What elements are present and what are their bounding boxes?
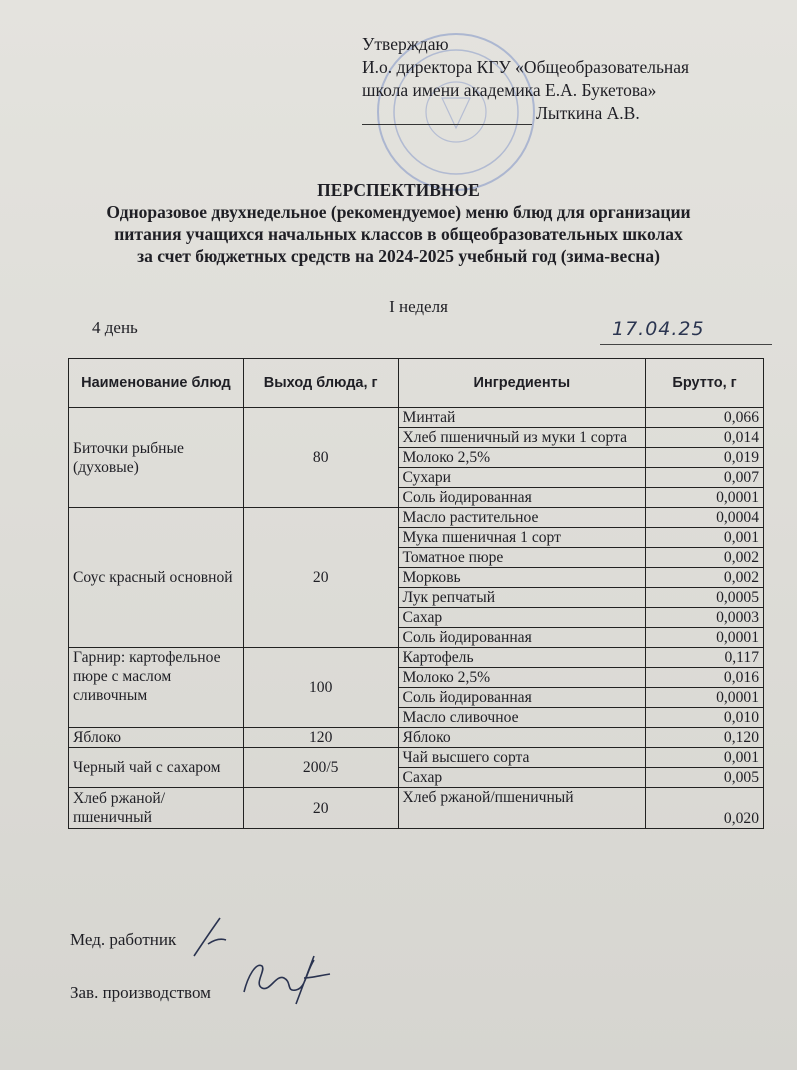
ingredient-gross: 0,120 bbox=[646, 728, 764, 748]
production-head-signature bbox=[236, 952, 336, 1008]
ingredient-name: Яблоко bbox=[398, 728, 646, 748]
dish-output: 120 bbox=[243, 728, 398, 748]
ingredient-name: Мука пшеничная 1 сорт bbox=[398, 528, 646, 548]
ingredient-gross: 0,002 bbox=[646, 548, 764, 568]
ingredient-name: Хлеб ржаной/пшеничный bbox=[398, 788, 646, 829]
day-label: 4 день bbox=[92, 318, 138, 337]
ingredient-name: Чай высшего сорта bbox=[398, 748, 646, 768]
dish-output: 20 bbox=[243, 508, 398, 648]
menu-table bbox=[68, 358, 764, 829]
ingredient-name: Сухари bbox=[398, 468, 646, 488]
table-row bbox=[69, 748, 764, 768]
date-underline bbox=[600, 344, 772, 345]
ingredient-gross: 0,0001 bbox=[646, 488, 764, 508]
subtitle-line-1: Одноразовое двухнедельное (рекомендуемое) меню блюд для организации bbox=[106, 202, 691, 222]
ingredient-name: Томатное пюре bbox=[398, 548, 646, 568]
table-row bbox=[69, 508, 764, 528]
col-header-output: Выход блюда, г bbox=[243, 359, 398, 408]
approval-title: Утверждаю bbox=[362, 34, 449, 54]
approval-school: школа имени академика Е.А. Букетова» bbox=[362, 80, 657, 100]
dish-output: 200/5 bbox=[243, 748, 398, 788]
dish-name: Черный чай с сахаром bbox=[69, 748, 244, 788]
ingredient-name: Масло сливочное bbox=[398, 708, 646, 728]
ingredient-gross: 0,001 bbox=[646, 748, 764, 768]
table-header-row bbox=[69, 359, 764, 408]
dish-output: 100 bbox=[243, 648, 398, 728]
ingredient-name: Масло растительное bbox=[398, 508, 646, 528]
ingredient-name: Сахар bbox=[398, 608, 646, 628]
table-row bbox=[69, 728, 764, 748]
table-row bbox=[69, 648, 764, 668]
ingredient-name: Картофель bbox=[398, 648, 646, 668]
ingredient-gross: 0,0001 bbox=[646, 628, 764, 648]
week-label: I неделя bbox=[389, 297, 448, 316]
ingredient-name: Соль йодированная bbox=[398, 488, 646, 508]
dish-name: Гарнир: картофельное пюре с маслом сливочным bbox=[69, 648, 244, 728]
approval-name: Лыткина А.В. bbox=[536, 103, 640, 123]
ingredient-gross: 0,0001 bbox=[646, 688, 764, 708]
table-row bbox=[69, 408, 764, 428]
ingredient-gross: 0,117 bbox=[646, 648, 764, 668]
subtitle-line-3: за счет бюджетных средств на 2024-2025 учебный год (зима-весна) bbox=[137, 246, 660, 266]
ingredient-name: Молоко 2,5% bbox=[398, 668, 646, 688]
dish-output: 20 bbox=[243, 788, 398, 829]
approval-signature-line bbox=[362, 102, 689, 125]
subtitle-line-2: питания учащихся начальных классов в общеобразовательных школах bbox=[114, 224, 683, 244]
ingredient-name: Соль йодированная bbox=[398, 688, 646, 708]
ingredient-gross: 0,002 bbox=[646, 568, 764, 588]
dish-output: 80 bbox=[243, 408, 398, 508]
ingredient-gross: 0,010 bbox=[646, 708, 764, 728]
ingredient-gross: 0,016 bbox=[646, 668, 764, 688]
ingredient-name: Хлеб пшеничный из муки 1 сорта bbox=[398, 428, 646, 448]
dish-name: Хлеб ржаной/ пшеничный bbox=[69, 788, 244, 829]
production-head-label: Зав. производством bbox=[70, 983, 211, 1002]
ingredient-name: Сахар bbox=[398, 768, 646, 788]
table-row bbox=[69, 788, 764, 829]
ingredient-name: Молоко 2,5% bbox=[398, 448, 646, 468]
handwritten-date: 17.04.25 bbox=[612, 318, 705, 340]
dish-name: Соус красный основной bbox=[69, 508, 244, 648]
document-subtitle bbox=[0, 201, 797, 267]
approval-block bbox=[362, 33, 689, 125]
col-header-ingredients: Ингредиенты bbox=[398, 359, 646, 408]
medical-worker-label: Мед. работник bbox=[70, 930, 177, 949]
ingredient-name: Морковь bbox=[398, 568, 646, 588]
ingredient-gross: 0,005 bbox=[646, 768, 764, 788]
document-title: ПЕРСПЕКТИВНОЕ bbox=[317, 180, 480, 200]
ingredient-gross: 0,014 bbox=[646, 428, 764, 448]
ingredient-gross: 0,066 bbox=[646, 408, 764, 428]
ingredient-gross: 0,007 bbox=[646, 468, 764, 488]
ingredient-gross: 0,0004 bbox=[646, 508, 764, 528]
ingredient-gross: 0,020 bbox=[646, 788, 764, 829]
col-header-gross: Брутто, г bbox=[646, 359, 764, 408]
ingredient-name: Соль йодированная bbox=[398, 628, 646, 648]
col-header-dish: Наименование блюд bbox=[69, 359, 244, 408]
ingredient-gross: 0,001 bbox=[646, 528, 764, 548]
dish-name: Биточки рыбные (духовые) bbox=[69, 408, 244, 508]
ingredient-gross: 0,019 bbox=[646, 448, 764, 468]
ingredient-name: Лук репчатый bbox=[398, 588, 646, 608]
approval-position: И.о. директора КГУ «Общеобразовательная bbox=[362, 57, 690, 77]
ingredient-gross: 0,0003 bbox=[646, 608, 764, 628]
dish-name: Яблоко bbox=[69, 728, 244, 748]
ingredient-name: Минтай bbox=[398, 408, 646, 428]
ingredient-gross: 0,0005 bbox=[646, 588, 764, 608]
signature-underline bbox=[362, 108, 532, 125]
